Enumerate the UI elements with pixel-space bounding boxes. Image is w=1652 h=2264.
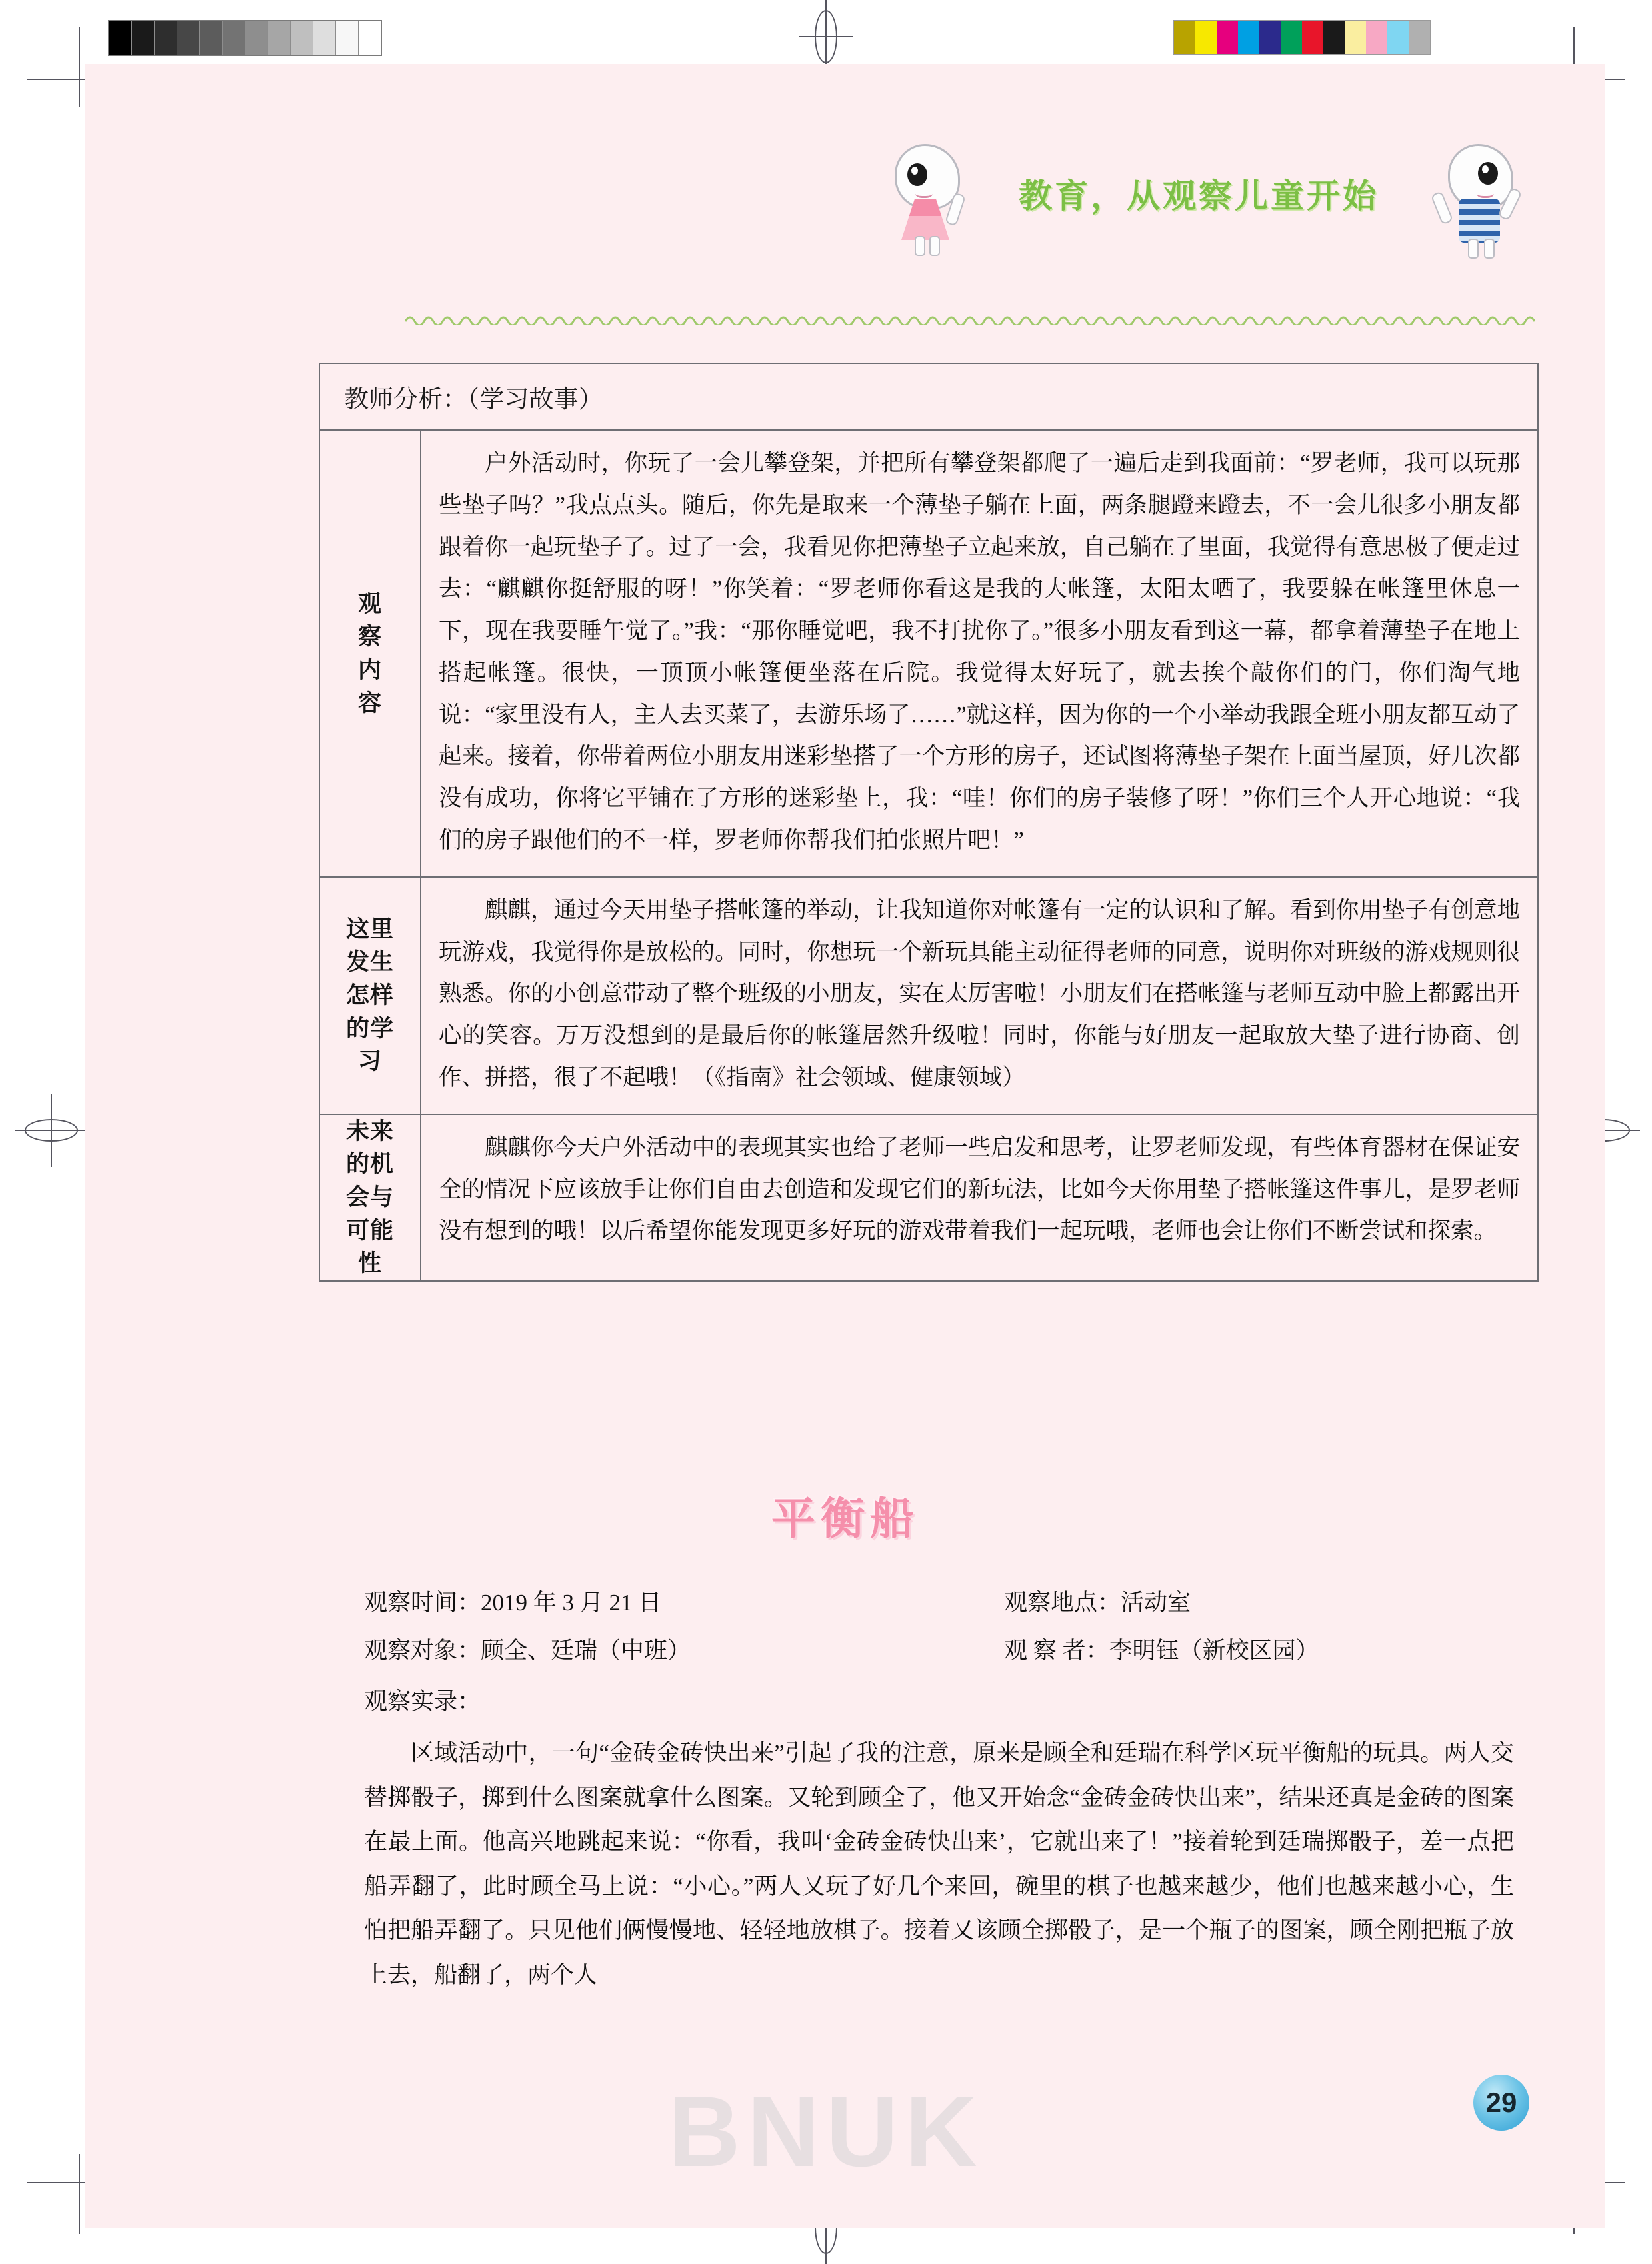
gray-patch xyxy=(245,21,268,55)
table-header-label: 教师分析：（学习故事） xyxy=(320,364,1537,431)
header-title: 教育，从观察儿童开始 xyxy=(1019,177,1379,215)
color-patch xyxy=(1302,21,1323,54)
meta-observer-value: 李明钰（新校区园） xyxy=(1109,1637,1319,1664)
meta-place-value: 活动室 xyxy=(1121,1590,1191,1616)
gray-patch xyxy=(291,21,313,55)
section-title: 平衡船 xyxy=(771,1494,919,1543)
meta-observation-time xyxy=(364,1588,1004,1618)
color-patch xyxy=(1238,21,1259,54)
color-patch xyxy=(1409,21,1430,54)
gray-patch xyxy=(200,21,223,55)
page-header-banner xyxy=(885,144,1525,251)
meta-observer xyxy=(1004,1636,1319,1666)
record-section-label: 观察实录： xyxy=(364,1688,481,1715)
registration-mark-top xyxy=(799,0,853,73)
color-patch xyxy=(1195,21,1217,54)
row-label-observation-content: 观察内容 xyxy=(320,431,421,876)
gray-patch xyxy=(336,21,359,55)
document-page xyxy=(85,64,1605,2228)
color-patch xyxy=(1281,21,1302,54)
meta-row-time-place xyxy=(364,1588,1511,1618)
color-patch xyxy=(1259,21,1281,54)
observation-meta-block xyxy=(364,1588,1511,1683)
meta-subject-value: 顾全、廷瑞（中班） xyxy=(481,1637,691,1664)
record-section-body: 区域活动中，一句“金砖金砖快出来”引起了我的注意，原来是顾全和廷瑞在科学区玩平衡船的玩具。两人交替掷骰子，掷到什么图案就拿什么图案。又轮到顾全了，他又开始念“金砖金砖快出来”，结果还真是金砖的图案在最上面。他高兴地跳起来说：“你看，我叫‘金砖金砖快出来’，它就出来了！”接着轮到廷瑞掷骰子，差一点把船弄翻了，此时顾全马上说：“小心。”两人又玩了好几个来回，碗里的棋子也越来越少，他们也越来越小心，生怕把船弄翻了。只见他们俩慢慢地、轻轻地放棋子。接着又该顾全掷骰子，是一个瓶子的图案，顾全刚把瓶子放上去，船翻了，两个人 xyxy=(364,1740,1514,1988)
row-body-what-learning: 麒麒，通过今天用垫子搭帐篷的举动，让我知道你对帐篷有一定的认识和了解。看到你用垫子有创意地玩游戏，我觉得你是放松的。同时，你想玩一个新玩具能主动征得老师的同意，说明你对班级的游戏规则很熟悉。你的小创意带动了整个班级的小朋友，实在太厉害啦！小朋友们在搭帐篷与老师互动中脸上都露出开心的笑容。万万没想到的是最后你的帐篷居然升级啦！同时，你能与好朋友一起取放大垫子进行协商、创作、拼搭，很了不起哦！（《指南》社会领域、健康领域） xyxy=(439,897,1520,1090)
meta-observation-place xyxy=(1004,1588,1191,1618)
teacher-analysis-table xyxy=(319,363,1539,1282)
registration-mark-left xyxy=(15,1094,88,1167)
row-label-future-opportunities: 未来的机会与可能性 xyxy=(320,1115,421,1280)
gray-patch xyxy=(132,21,155,55)
row-body-future-opportunities: 麒麒你今天户外活动中的表现其实也给了老师一些启发和思考，让罗老师发现，有些体育器材在保证安全的情况下应该放手让你们自由去创造和发现它们的新玩法，比如今天你用垫子搭帐篷这件事儿，是罗老师没有想到的哦！以后希望你能发现更多好玩的游戏带着我们一起玩哦，老师也会让你们不断尝试和探索。 xyxy=(439,1134,1520,1244)
meta-place-label: 观察地点： xyxy=(1004,1590,1121,1616)
page-number-badge: 29 xyxy=(1473,2075,1529,2131)
gray-patch xyxy=(109,21,132,55)
color-patch xyxy=(1174,21,1195,54)
meta-time-value: 2019 年 3 月 21 日 xyxy=(481,1590,662,1616)
girl-mascot-icon xyxy=(885,144,965,244)
gray-patch xyxy=(223,21,245,55)
meta-subject-label: 观察对象： xyxy=(364,1637,481,1664)
color-patch xyxy=(1387,21,1409,54)
row-body-observation-content: 户外活动时，你玩了一会儿攀登架，并把所有攀登架都爬了一遍后走到我面前：“罗老师，我可以玩那些垫子吗？”我点点头。随后，你先是取来一个薄垫子躺在上面，两条腿蹬来蹬去，不一会儿很多小朋友都跟着你一起玩垫子了。过了一会，我看见你把薄垫子立起来放，自己躺在了里面，我觉得有意思极了便走过去：“麒麒你挺舒服的呀！”你笑着：“罗老师你看这是我的大帐篷，太阳太晒了，我要躲在帐篷里休息一下，现在我要睡午觉了。”我：“那你睡觉吧，我不打扰你了。”很多小朋友看到这一幕，都拿着薄垫子在地上搭起帐篷。很快，一顶顶小帐篷便坐落在后院。我觉得太好玩了，就去挨个敲你们的门，你们淘气地说：“家里没有人，主人去买菜了，去游乐场了……”就这样，因为你的一个小举动我跟全班小朋友都互动了起来。接着，你带着两位小朋友用迷彩垫搭了一个方形的房子，还试图将薄垫子架在上面当屋顶，好几次都没有成功，你将它平铺在了方形的迷彩垫上，我：“哇！你们的房子装修了呀！”你们三个人开心地说：“我们的房子跟他们的不一样，罗老师你帮我们拍张照片吧！” xyxy=(439,451,1520,854)
meta-observation-subject xyxy=(364,1636,1004,1666)
grayscale-step-wedge xyxy=(108,20,382,56)
table-row xyxy=(320,431,1537,878)
color-patch xyxy=(1345,21,1366,54)
table-row xyxy=(320,1115,1537,1280)
color-patch xyxy=(1323,21,1345,54)
meta-time-label: 观察时间： xyxy=(364,1590,481,1616)
gray-patch xyxy=(155,21,177,55)
table-row xyxy=(320,878,1537,1115)
boy-mascot-icon xyxy=(1439,144,1519,244)
color-patch xyxy=(1366,21,1387,54)
gray-patch xyxy=(177,21,200,55)
gray-patch xyxy=(268,21,291,55)
meta-row-subject-observer xyxy=(364,1636,1511,1666)
gray-patch xyxy=(359,21,381,55)
row-label-what-learning: 这里发生怎样的学习 xyxy=(320,878,421,1114)
gray-patch xyxy=(313,21,336,55)
color-patch xyxy=(1217,21,1238,54)
meta-observer-label: 观 察 者： xyxy=(1004,1637,1109,1664)
wavy-divider xyxy=(405,312,1539,325)
color-patch-bar xyxy=(1173,20,1431,55)
watermark-text: BNUK xyxy=(668,2075,984,2187)
